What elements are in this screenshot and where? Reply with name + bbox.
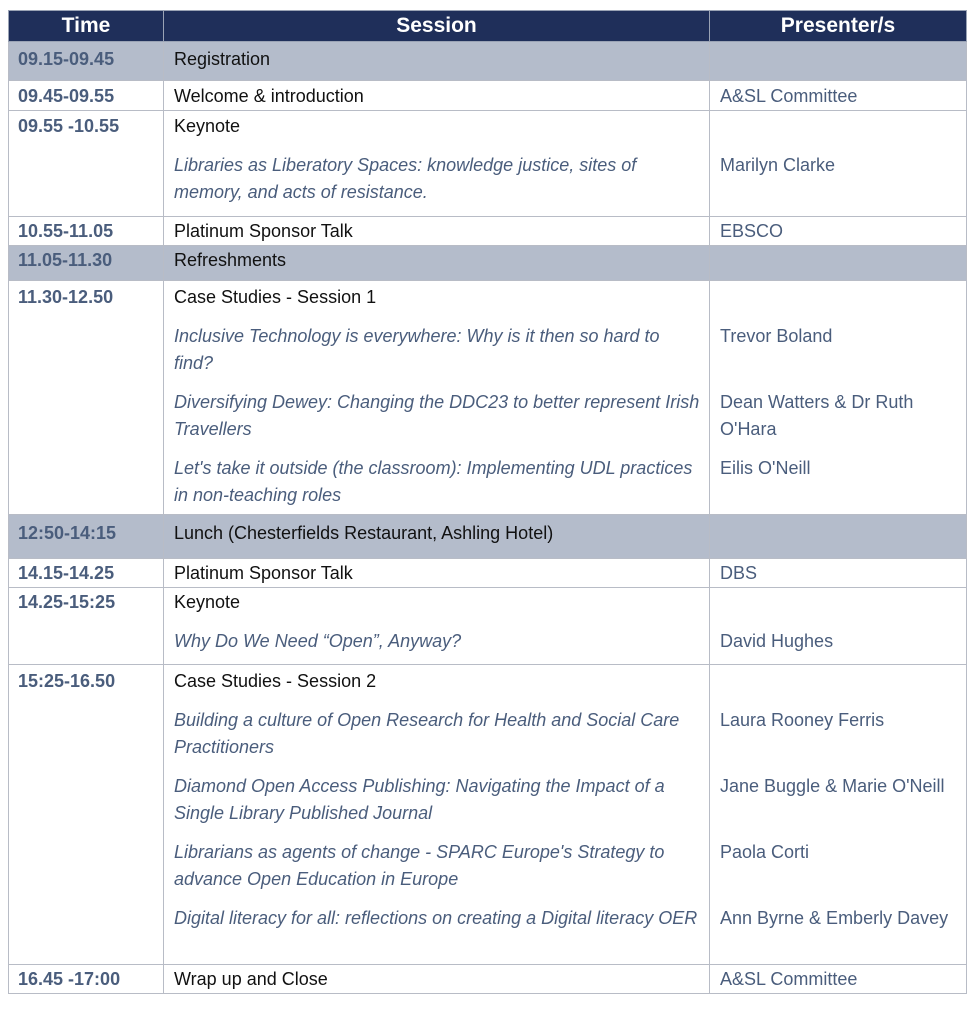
talk-presenter: Ann Byrne & Emberly Davey [720, 908, 949, 928]
table-row [9, 111, 967, 217]
time-cell: 16.45 -17:00 [9, 965, 164, 994]
session-cell [164, 665, 710, 965]
time-cell: 11.05-11.30 [9, 246, 164, 281]
presenter-cell [710, 42, 967, 81]
talk-presenter: Eilis O'Neill [720, 458, 811, 478]
session-cell: Welcome & introduction [164, 81, 710, 111]
time-cell: 14.15-14.25 [9, 559, 164, 588]
table-row [9, 665, 967, 965]
table-row [9, 515, 967, 559]
table-row [9, 42, 967, 81]
talk-title: Why Do We Need “Open”, Anyway? [174, 631, 462, 651]
session-title: Keynote [174, 116, 241, 136]
time-cell: 09.55 -10.55 [9, 111, 164, 217]
table-row [9, 81, 967, 111]
time-cell: 15:25-16.50 [9, 665, 164, 965]
presenter-cell [710, 665, 967, 965]
table-row [9, 965, 967, 994]
time-cell: 14.25-15:25 [9, 588, 164, 665]
session-title: Case Studies - Session 1 [174, 287, 377, 307]
table-row [9, 217, 967, 246]
session-title: Case Studies - Session 2 [174, 671, 377, 691]
presenter-cell [710, 281, 967, 515]
session-cell: Platinum Sponsor Talk [164, 217, 710, 246]
talk-title: Diamond Open Access Publishing: Navigating the Impact of a Single Library Published Journal [174, 776, 665, 823]
presenter-cell [710, 515, 967, 559]
session-cell [164, 588, 710, 665]
header-presenter: Presenter/s [710, 11, 967, 42]
session-cell: Registration [164, 42, 710, 81]
session-cell [164, 111, 710, 217]
table-row [9, 281, 967, 515]
talk-title: Diversifying Dewey: Changing the DDC23 to better represent Irish Travellers [174, 392, 700, 439]
time-cell: 09.45-09.55 [9, 81, 164, 111]
presenter-cell [710, 246, 967, 281]
talk-title: Digital literacy for all: reflections on creating a Digital literacy OER [174, 908, 698, 928]
time-cell: 12:50-14:15 [9, 515, 164, 559]
time-cell: 09.15-09.45 [9, 42, 164, 81]
presenter-cell [710, 111, 967, 217]
header-session: Session [164, 11, 710, 42]
talk-title: Let's take it outside (the classroom): Implementing UDL practices in non-teaching roles [174, 458, 693, 505]
talk-title: Librarians as agents of change - SPARC Europe's Strategy to advance Open Education in Europe [174, 842, 665, 889]
table-header-row [9, 11, 967, 42]
time-cell: 11.30-12.50 [9, 281, 164, 515]
talk-title: Building a culture of Open Research for Health and Social Care Practitioners [174, 710, 680, 757]
talk-presenter: David Hughes [720, 631, 834, 651]
session-cell: Refreshments [164, 246, 710, 281]
presenter-cell: DBS [710, 559, 967, 588]
session-title: Keynote [174, 592, 241, 612]
presenter-cell: EBSCO [710, 217, 967, 246]
session-cell: Platinum Sponsor Talk [164, 559, 710, 588]
session-cell: Lunch (Chesterfields Restaurant, Ashling Hotel) [164, 515, 710, 559]
talk-presenter: Paola Corti [720, 842, 810, 862]
time-cell: 10.55-11.05 [9, 217, 164, 246]
schedule-table-container [8, 10, 966, 994]
talk-presenter: Dean Watters & Dr Ruth O'Hara [720, 392, 914, 439]
table-row [9, 559, 967, 588]
talk-presenter: Jane Buggle & Marie O'Neill [720, 776, 945, 796]
presenter-cell: A&SL Committee [710, 965, 967, 994]
session-cell: Wrap up and Close [164, 965, 710, 994]
talk-presenter: Laura Rooney Ferris [720, 710, 885, 730]
talk-presenter: Marilyn Clarke [720, 155, 836, 175]
presenter-cell [710, 588, 967, 665]
talk-title: Inclusive Technology is everywhere: Why is it then so hard to find? [174, 326, 660, 373]
session-cell [164, 281, 710, 515]
table-row [9, 246, 967, 281]
presenter-cell: A&SL Committee [710, 81, 967, 111]
talk-presenter: Trevor Boland [720, 326, 833, 346]
header-time: Time [9, 11, 164, 42]
table-row [9, 588, 967, 665]
talk-title: Libraries as Liberatory Spaces: knowledge justice, sites of memory, and acts of resistance. [174, 155, 637, 202]
programme-schedule-table [8, 10, 967, 994]
